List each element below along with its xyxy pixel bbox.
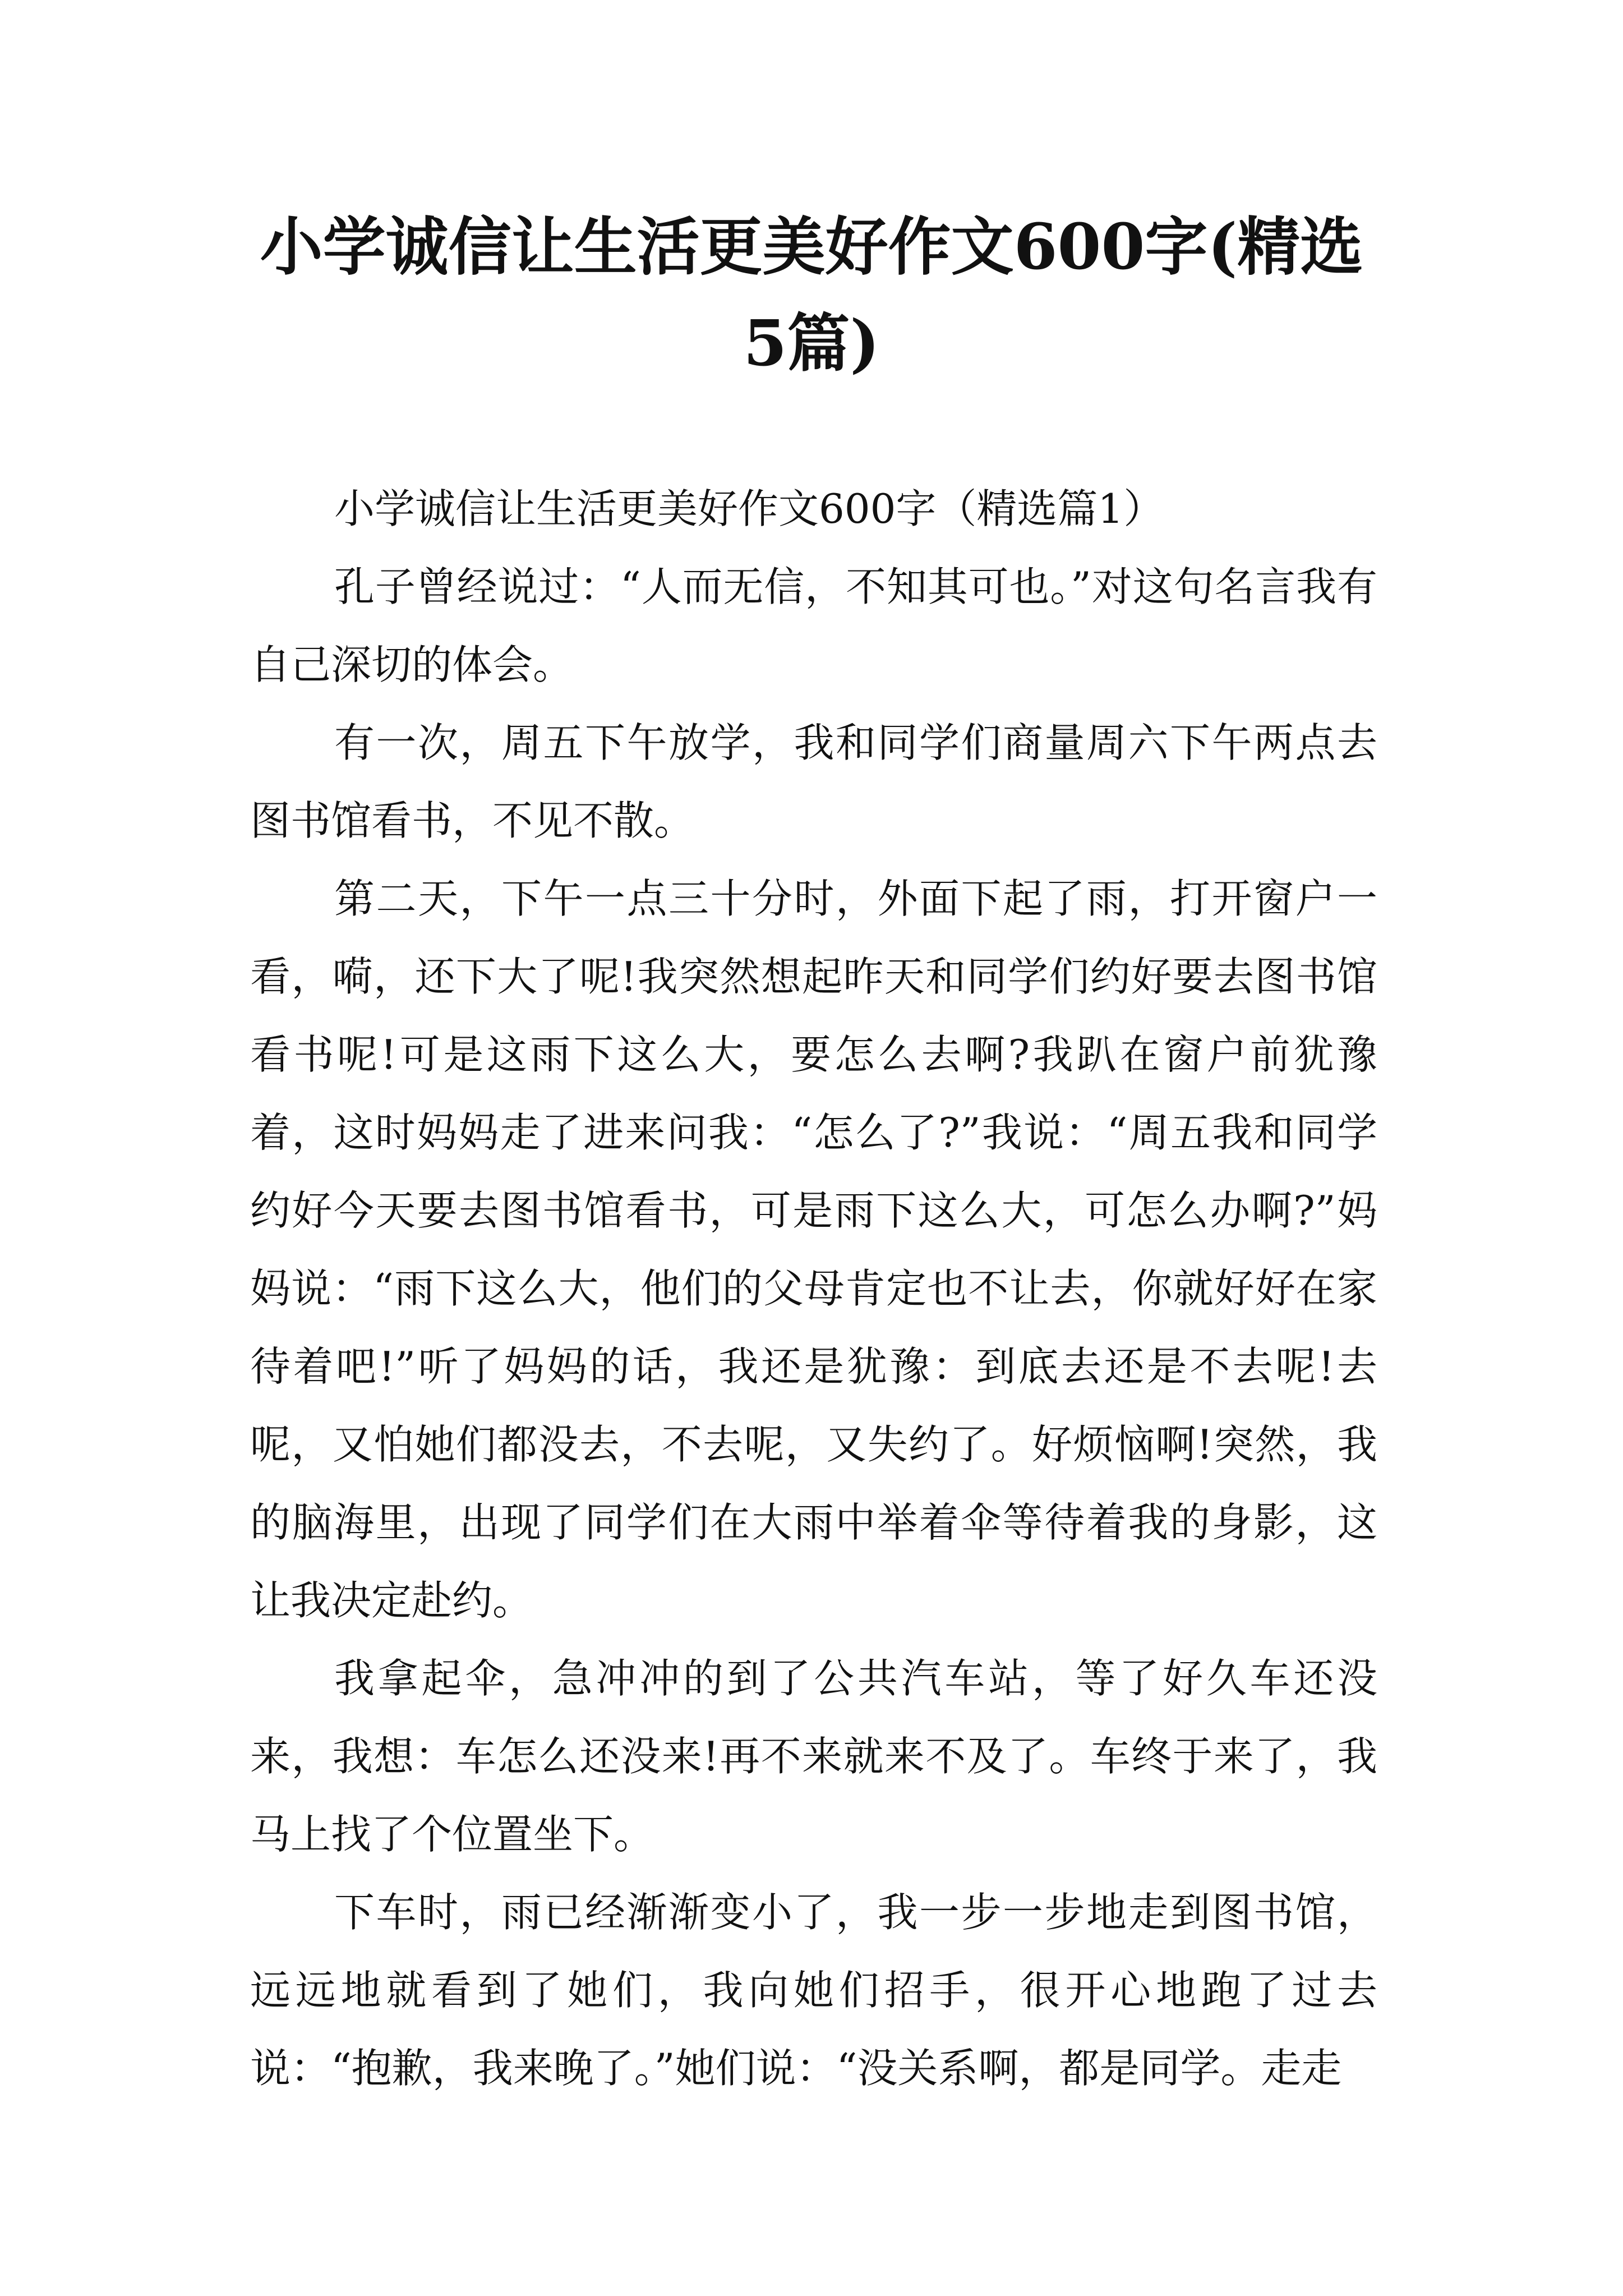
section-heading: 小学诚信让生活更美好作文600字（精选篇1）: [334, 485, 1164, 532]
paragraph: 第二天，下午一点三十分时，外面下起了雨，打开窗户一看，嗬，还下大了呢!我突然想起昨天和同学们约好要去图书馆看书呢!可是这雨下这么大，要怎么去啊?我趴在窗户前犹豫着，这时妈妈走了进来问我：“怎么了?”我说：“周五我和同学约好今天要去图书馆看书，可是雨下这么大，可怎么办啊?”妈妈说：“雨下这么大，他们的父母肯定也不让去，你就好好在家待着吧!”听了妈妈的话，我还是犹豫：到底去还是不去呢!去呢，又怕她们都没去，不去呢，又失约了。好烦恼啊!突然，我的脑海里，出现了同学们在大雨中举着伞等待着我的身影，这让我决定赴约。: [250, 875, 1377, 1624]
paragraph: 下车时，雨已经渐渐变小了，我一步一步地走到图书馆，远远地就看到了她们，我向她们招手，很开心地跑了过去说：“抱歉，我来晚了。”她们说：“没关系啊，都是同学。走走: [250, 1889, 1377, 2092]
paragraph: 有一次，周五下午放学，我和同学们商量周六下午两点去图书馆看书，不见不散。: [250, 719, 1377, 844]
document-title: 小学诚信让生活更美好作文600字(精选5篇): [260, 210, 1363, 380]
document-body: [250, 470, 1377, 2108]
paragraph: 我拿起伞，急冲冲的到了公共汽车站，等了好久车还没来，我想：车怎么还没来!再不来就来不及了。车终于来了，我马上找了个位置坐下。: [250, 1655, 1377, 1858]
paragraph: 孔子曾经说过：“人而无信，不知其可也。”对这句名言我有自己深切的体会。: [250, 563, 1377, 688]
